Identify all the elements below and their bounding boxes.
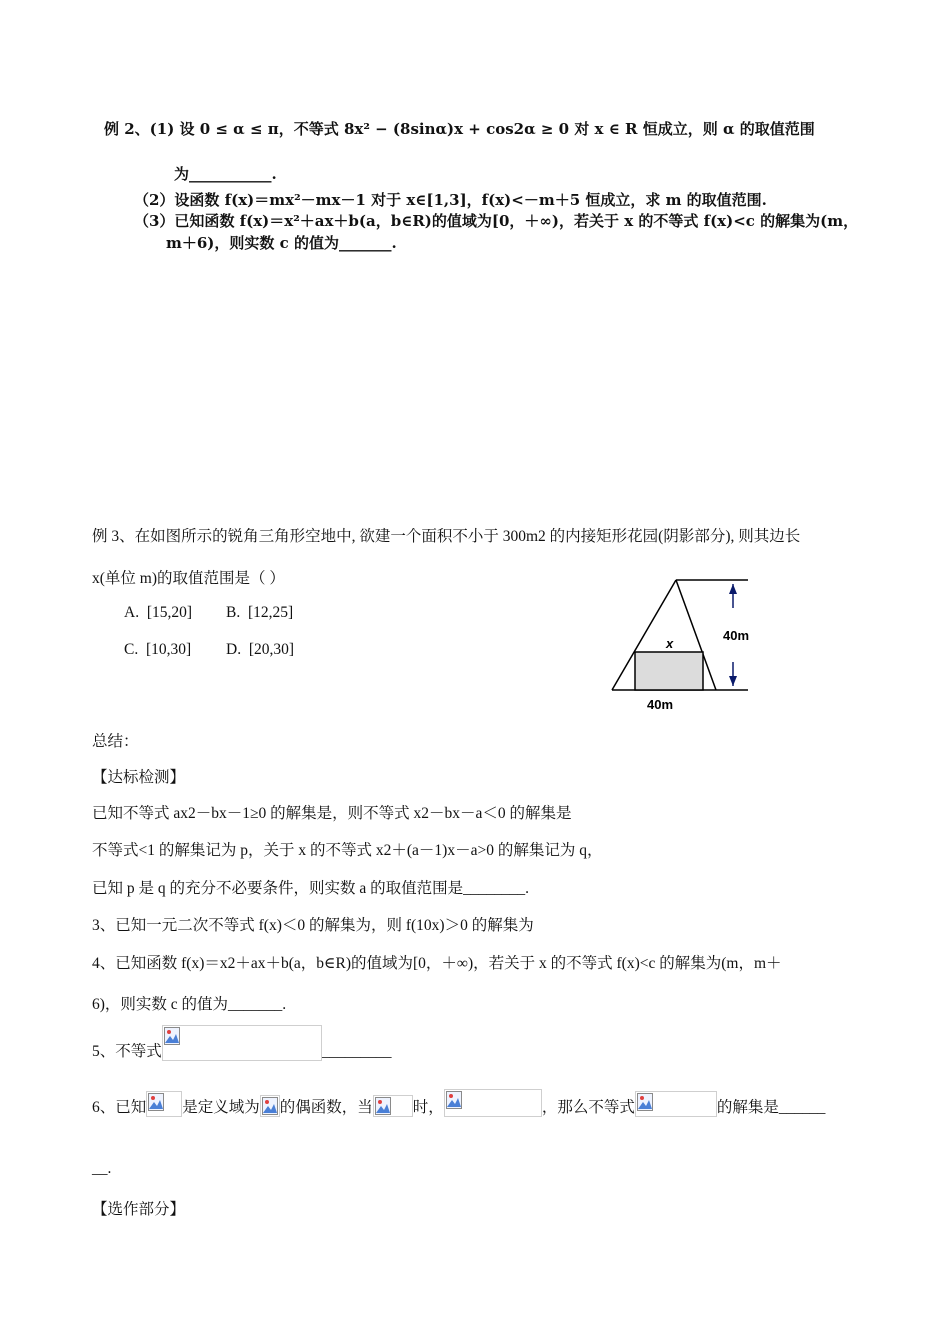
x-label: x [666, 636, 674, 651]
broken-image [260, 1095, 280, 1117]
base-label: 40m [647, 697, 674, 712]
check-q1: 已知不等式 ax2－bx－1≥0 的解集是，则不等式 x2－bx－a＜0 的解集是 [92, 805, 572, 822]
option-b: B. [12,25] [226, 604, 294, 621]
option-c: C. [10,30] [124, 641, 192, 658]
example3-line1: 例 3、在如图所示的锐角三角形空地中, 欲建一个面积不小于 300m2 的内接矩形花园(阴影部分), 则其边长 [92, 528, 801, 545]
example2-line1: 例 2、(1) 设 0 ≤ α ≤ π，不等式 8x² − (8sinα)x + cos2α ≥ 0 对 x ∈ R 恒成立，则 α 的取值范围 [104, 120, 815, 138]
arrow-down-head [729, 676, 737, 686]
check-heading: 【达标检测】 [92, 769, 186, 786]
check-q4: 4、已知函数 f(x)＝x2＋ax＋b(a，b∈R)的值域为[0，＋∞)，若关于 x 的不等式 f(x)<c 的解集为(m，m＋ [92, 955, 782, 972]
example3-line2: x(单位 m)的取值范围是（ ） [92, 570, 285, 587]
example2-line4: （3）已知函数 f(x)＝x²＋ax＋b(a，b∈R)的值域为[0，＋∞)，若关于 x 的不等式 f(x)<c 的解集为(m， [134, 212, 859, 230]
example2-line2: 为___________. [174, 165, 277, 183]
broken-image [444, 1089, 542, 1117]
check-q6-end: __. [92, 1160, 112, 1177]
broken-image-icon [262, 1097, 278, 1115]
broken-image-icon [375, 1097, 391, 1115]
check-q2: 不等式<1 的解集记为 p，关于 x 的不等式 x2＋(a－1)x－a>0 的解集记为 q， [92, 842, 603, 859]
triangle-figure [600, 572, 770, 717]
example2-line5: m＋6)，则实数 c 的值为_______. [166, 234, 397, 252]
elective-heading: 【选作部分】 [92, 1201, 186, 1218]
height-label: 40m [723, 628, 750, 643]
shaded-rectangle [635, 652, 703, 690]
broken-image [373, 1095, 413, 1117]
summary-label: 总结： [92, 733, 139, 750]
broken-image-icon [164, 1027, 180, 1045]
check-q6: 6、已知 是定义域为 的偶函数，当 时， ，那么不等式 的解集是______ [92, 1089, 825, 1117]
broken-image-icon [446, 1091, 462, 1109]
broken-image [146, 1091, 182, 1117]
broken-image [635, 1091, 717, 1117]
option-a: A. [15,20] [124, 604, 193, 621]
check-q2b: 已知 p 是 q 的充分不必要条件，则实数 a 的取值范围是________. [92, 880, 530, 897]
check-q3: 3、已知一元二次不等式 f(x)＜0 的解集为，则 f(10x)＞0 的解集为 [92, 917, 534, 934]
option-d: D. [20,30] [226, 641, 295, 658]
broken-image [162, 1025, 322, 1061]
check-q4b: 6)，则实数 c 的值为_______. [92, 996, 287, 1013]
check-q5: 5、不等式 _________ [92, 1025, 392, 1061]
broken-image-icon [148, 1093, 164, 1111]
arrow-up-head [729, 584, 737, 594]
example2-line3: （2）设函数 f(x)＝mx²－mx－1 对于 x∈[1,3]，f(x)<－m＋5 恒成立，求 m 的取值范围. [134, 191, 767, 209]
broken-image-icon [637, 1093, 653, 1111]
